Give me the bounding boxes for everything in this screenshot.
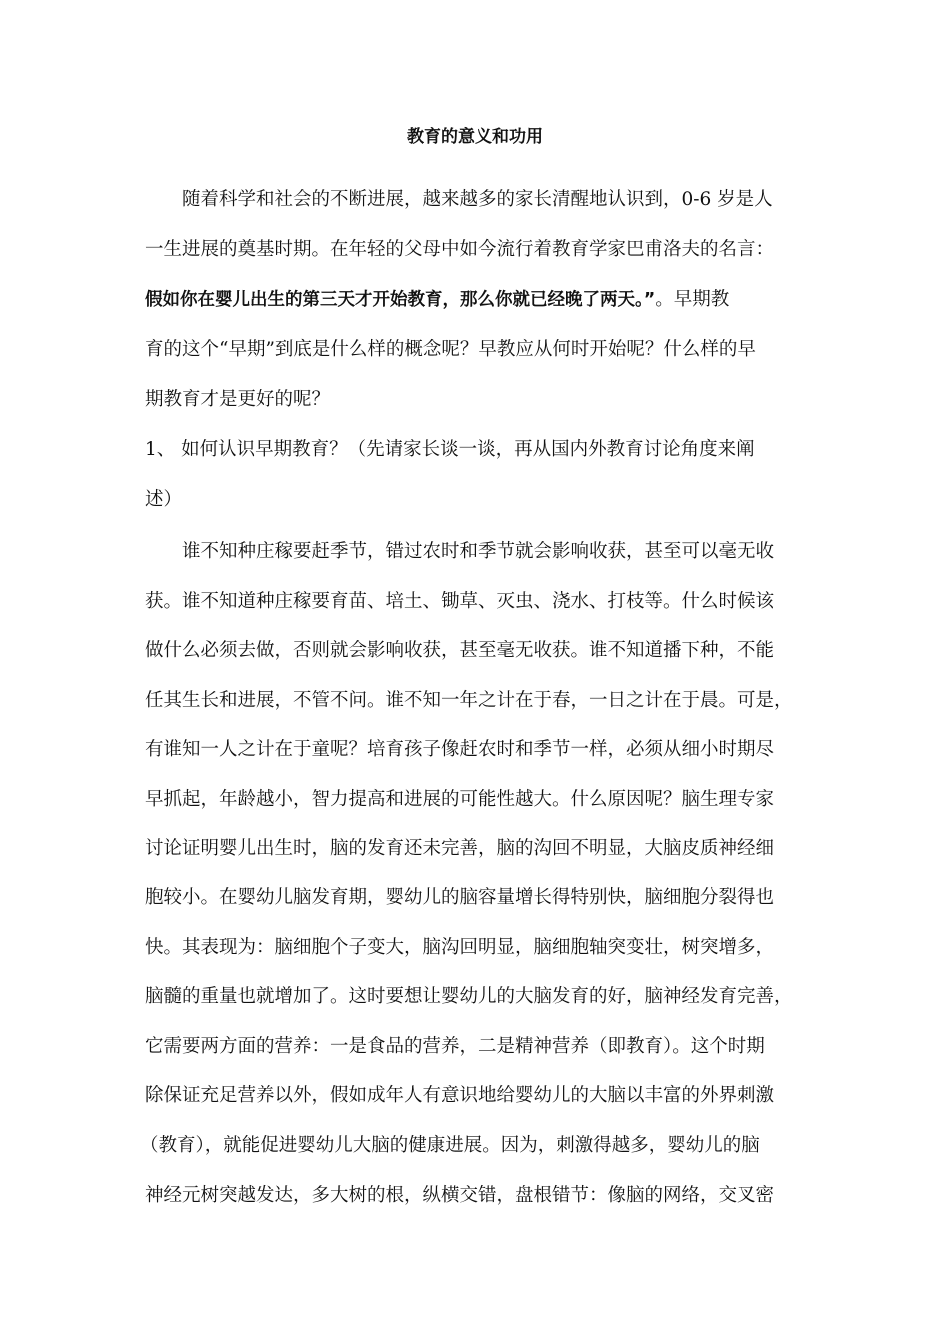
paragraph-line: 任其生长和进展，不管不问。谁不知一年之计在于春，一日之计在于晨。可是， [145, 690, 793, 711]
paragraph-line: 早抓起，年龄越小，智力提高和进展的可能性越大。什么原因呢？脑生理专家 [145, 789, 775, 810]
paragraph-line: 快。其表现为：脑细胞个子变大，脑沟回明显，脑细胞轴突变壮，树突增多， [145, 937, 775, 958]
paragraph-line: 讨论证明婴儿出生时，脑的发育还未完善，脑的沟回不明显，大脑皮质神经细 [145, 838, 775, 859]
section-heading-line: 述） [145, 489, 183, 510]
paragraph-line: 谁不知种庄稼要赶季节，错过农时和季节就会影响收获，甚至可以毫无收 [182, 541, 775, 562]
paragraph-line: 有谁知一人之计在于童呢？培育孩子像赶农时和季节一样，必须从细小时期尽 [145, 739, 775, 760]
quote-tail: 。早期教 [655, 289, 730, 310]
paragraph-line: 除保证充足营养以外，假如成年人有意识地给婴幼儿的大脑以丰富的外界刺激 [145, 1085, 775, 1106]
paragraph-line: 一生进展的奠基时期。在年轻的父母中如今流行着教育学家巴甫洛夫的名言： [145, 239, 775, 260]
paragraph-line: 神经元树突越发达，多大树的根，纵横交错，盘根错节：像脑的网络，交叉密 [145, 1185, 775, 1206]
paragraph-line: 它需要两方面的营养：一是食品的营养，二是精神营养（即教育）。这个时期 [145, 1036, 765, 1057]
paragraph-line: 随着科学和社会的不断进展，越来越多的家长清醒地认识到，0-6 岁是人 [182, 189, 773, 210]
paragraph-line: 脑髓的重量也就增加了。这时要想让婴幼儿的大脑发育的好，脑神经发育完善， [145, 986, 793, 1007]
paragraph-line: （教育），就能促进婴幼儿大脑的健康进展。因为，刺激得越多，婴幼儿的脑 [140, 1135, 760, 1156]
bold-quote: 假如你在婴儿出生的第三天才开始教育，那么你就已经晚了两天。” [145, 290, 656, 310]
quote-line [145, 286, 825, 314]
paragraph-line: 育的这个“早期”到底是什么样的概念呢？早教应从何时开始呢？什么样的早 [145, 339, 756, 360]
document-title: 教育的意义和功用 [407, 127, 543, 147]
paragraph-line: 胞较小。在婴幼儿脑发育期，婴幼儿的脑容量增长得特别快，脑细胞分裂得也 [145, 887, 775, 908]
paragraph-line: 获。谁不知道种庄稼要育苗、培土、锄草、灭虫、浇水、打枝等。什么时候该 [145, 591, 775, 612]
paragraph-line: 做什么必须去做，否则就会影响收获，甚至毫无收获。谁不知道播下种，不能 [145, 640, 775, 661]
section-heading-line: 1、 如何认识早期教育？（先请家长谈一谈，再从国内外教育讨论角度来阐 [145, 439, 755, 460]
paragraph-line: 期教育才是更好的呢？ [145, 389, 331, 410]
